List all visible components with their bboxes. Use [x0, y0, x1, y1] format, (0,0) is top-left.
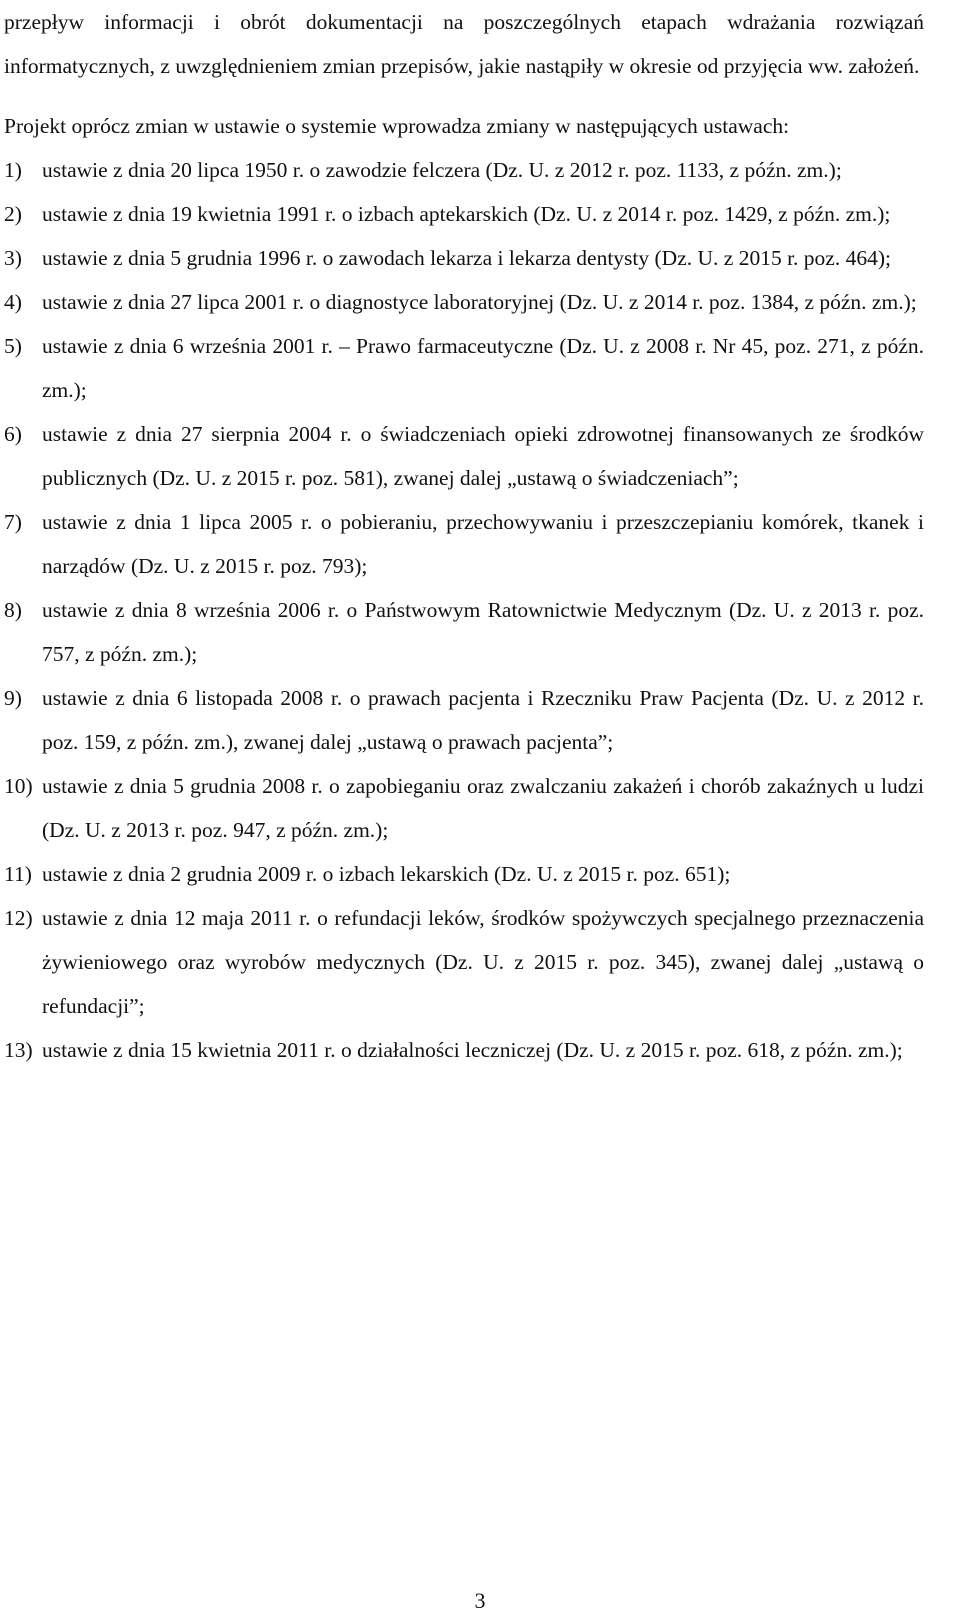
- list-item: [4, 192, 924, 236]
- list-item-text: ustawie z dnia 6 września 2001 r. – Prawo farmaceutyczne (Dz. U. z 2008 r. Nr 45, poz. 271, z późn. zm.);: [42, 334, 924, 402]
- list-item: [4, 764, 924, 852]
- list-item: [4, 236, 924, 280]
- document-page: [4, 0, 924, 1072]
- list-item-text: ustawie z dnia 27 lipca 2001 r. o diagnostyce laboratoryjnej (Dz. U. z 2014 r. poz. 1384, z późn. zm.);: [42, 290, 917, 314]
- list-item: [4, 280, 924, 324]
- list-item: [4, 588, 924, 676]
- intro-paragraph: przepływ informacji i obrót dokumentacji na poszczególnych etapach wdrażania rozwiązań informatycznych, z uwzględnieniem zmian przepisów, jakie nastąpiły w okresie od przyjęcia ww. założeń.: [4, 10, 924, 78]
- list-item-number: 12): [4, 906, 33, 930]
- list-item-number: 4): [4, 290, 22, 314]
- lead-paragraph: Projekt oprócz zmian w ustawie o systemie wprowadza zmiany w następujących ustawach:: [4, 114, 790, 138]
- list-item-number: 11): [4, 862, 32, 886]
- list-item-text: ustawie z dnia 1 lipca 2005 r. o pobieraniu, przechowywaniu i przeszczepianiu komórek, tkanek i narządów (Dz. U. z 2015 r. poz. 793);: [42, 510, 924, 578]
- list-item-number: 7): [4, 510, 22, 534]
- amended-acts-list: [4, 148, 924, 1072]
- list-item-number: 10): [4, 774, 33, 798]
- list-item-text: ustawie z dnia 19 kwietnia 1991 r. o izbach aptekarskich (Dz. U. z 2014 r. poz. 1429, z późn. zm.);: [42, 202, 891, 226]
- list-item-text: ustawie z dnia 2 grudnia 2009 r. o izbach lekarskich (Dz. U. z 2015 r. poz. 651);: [42, 862, 731, 886]
- list-item: [4, 500, 924, 588]
- list-item-number: 6): [4, 422, 22, 446]
- list-item-text: ustawie z dnia 27 sierpnia 2004 r. o świadczeniach opieki zdrowotnej finansowanych ze środków publicznych (Dz. U. z 2015 r. poz. 581), zwanej dalej „ustawą o świadczeniach”;: [42, 422, 924, 490]
- list-item-text: ustawie z dnia 12 maja 2011 r. o refundacji leków, środków spożywczych specjalnego przeznaczenia żywieniowego oraz wyrobów medycznych (Dz. U. z 2015 r. poz. 345), zwanej dalej „ustawą o refundacji”;: [42, 906, 924, 1018]
- list-item: [4, 412, 924, 500]
- list-item-number: 8): [4, 598, 22, 622]
- list-item-number: 2): [4, 202, 22, 226]
- list-item-text: ustawie z dnia 20 lipca 1950 r. o zawodzie felczera (Dz. U. z 2012 r. poz. 1133, z późn. zm.);: [42, 158, 842, 182]
- list-item-text: ustawie z dnia 6 listopada 2008 r. o prawach pacjenta i Rzeczniku Praw Pacjenta (Dz. U. z 2012 r. poz. 159, z późn. zm.), zwanej dalej „ustawą o prawach pacjenta”;: [42, 686, 924, 754]
- list-item-number: 13): [4, 1038, 33, 1062]
- list-item: [4, 676, 924, 764]
- list-item: [4, 148, 924, 192]
- list-item-number: 5): [4, 334, 22, 358]
- list-item: [4, 852, 924, 896]
- list-item-text: ustawie z dnia 8 września 2006 r. o Państwowym Ratownictwie Medycznym (Dz. U. z 2013 r. poz. 757, z późn. zm.);: [42, 598, 924, 666]
- list-item: [4, 896, 924, 1028]
- list-item-text: ustawie z dnia 5 grudnia 1996 r. o zawodach lekarza i lekarza dentysty (Dz. U. z 2015 r. poz. 464);: [42, 246, 891, 270]
- list-item-number: 9): [4, 686, 22, 710]
- list-item-number: 3): [4, 246, 22, 270]
- list-item-text: ustawie z dnia 15 kwietnia 2011 r. o działalności leczniczej (Dz. U. z 2015 r. poz. 618, z późn. zm.);: [42, 1038, 903, 1062]
- list-item: [4, 324, 924, 412]
- list-item-text: ustawie z dnia 5 grudnia 2008 r. o zapobieganiu oraz zwalczaniu zakażeń i chorób zakaźnych u ludzi (Dz. U. z 2013 r. poz. 947, z późn. zm.);: [42, 774, 924, 842]
- list-item: [4, 1028, 924, 1072]
- list-item-number: 1): [4, 158, 22, 182]
- page-number: 3: [474, 1588, 486, 1613]
